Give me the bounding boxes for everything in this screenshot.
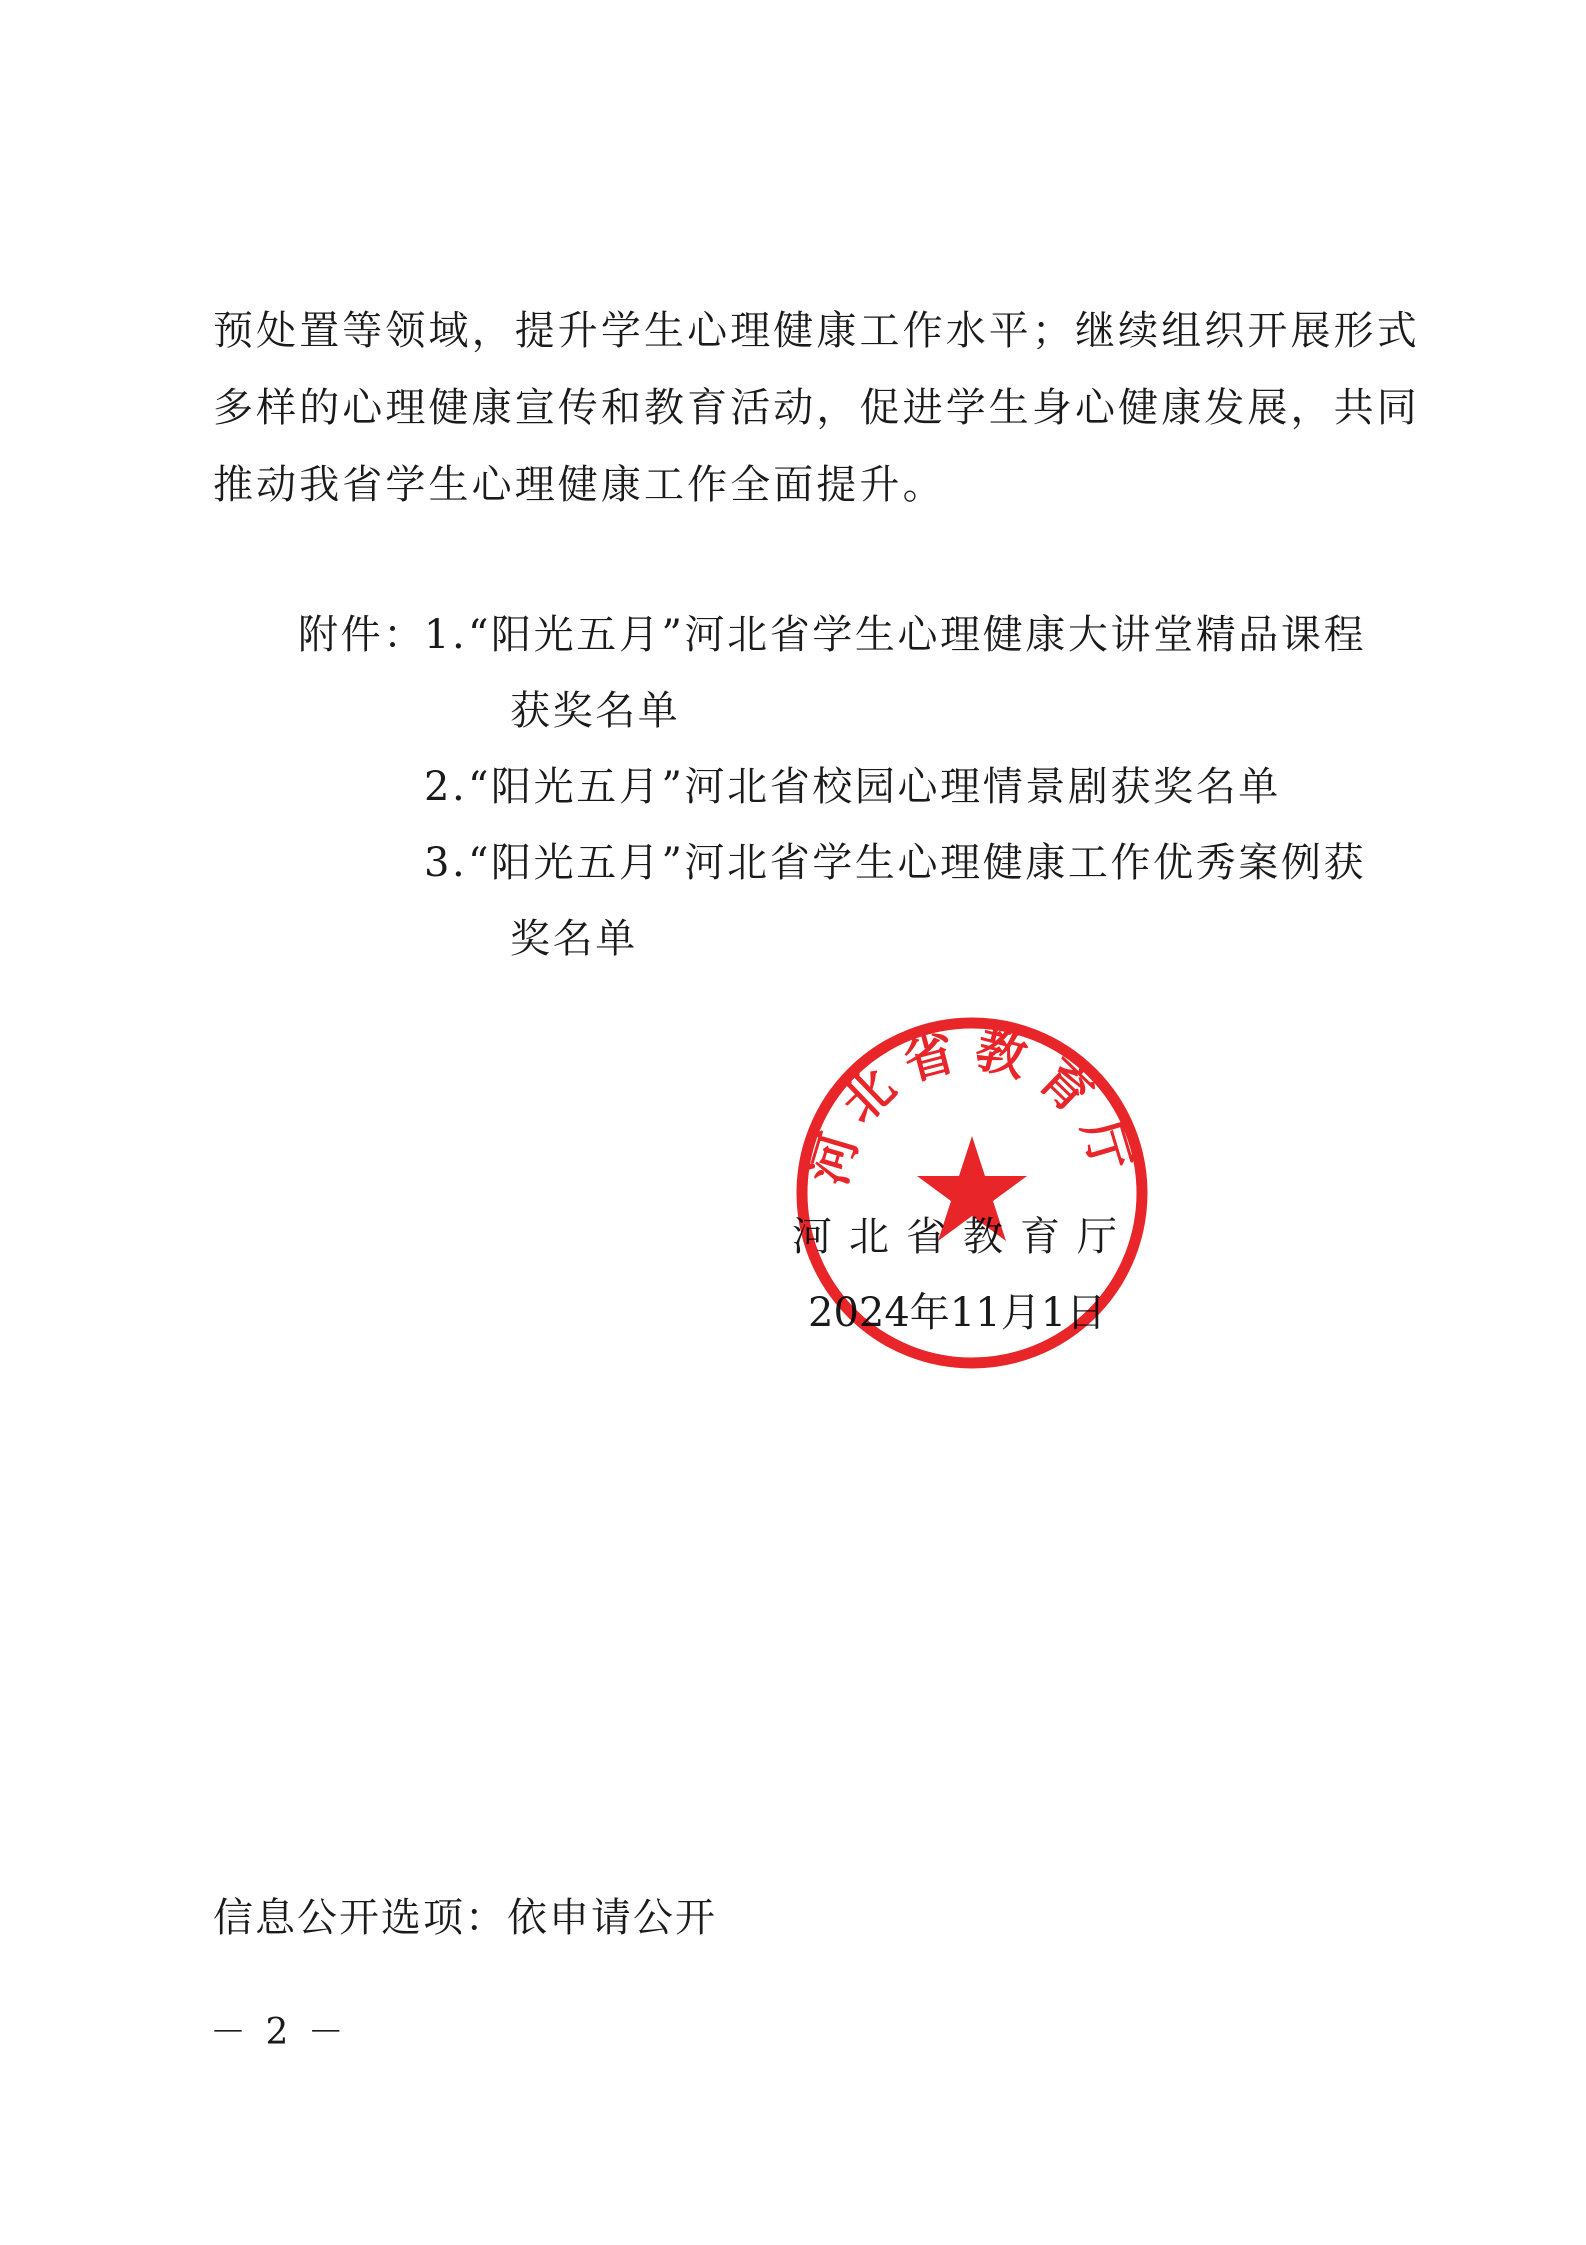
disclosure-option: 信息公开选项：依申请公开 (213, 1895, 717, 1941)
official-seal (787, 1008, 1157, 1378)
body-text-line: 多样的心理健康宣传和教育活动，促进学生身心健康发展，共同 (213, 385, 1420, 431)
attachment-title: “阳光五月”河北省学生心理健康工作优秀案例获 (468, 840, 1367, 886)
attachment-title-continued: 奖名单 (510, 916, 638, 962)
signature-organization: 河北省教育厅 (792, 1214, 1134, 1260)
attachment-number: 2. (424, 764, 468, 810)
body-text-line: 推动我省学生心理健康工作全面提升。 (213, 462, 946, 508)
attachment-title: “阳光五月”河北省校园心理情景剧获奖名单 (468, 764, 1281, 810)
seal-text: 河北省教育厅 (798, 1019, 1146, 1192)
attachment-title: “阳光五月”河北省学生心理健康大讲堂精品课程 (468, 612, 1367, 658)
attachment-title-continued: 获奖名单 (510, 688, 681, 734)
attachment-label: 附件： (298, 612, 426, 658)
attachment-number: 3. (424, 840, 468, 886)
signature-date: 2024年11月1日 (808, 1290, 1107, 1336)
attachment-number: 1. (424, 612, 468, 658)
body-text-line: 预处置等领域，提升学生心理健康工作水平；继续组织开展形式 (213, 308, 1420, 354)
page-number: － 2 － (210, 2012, 348, 2053)
red-star-icon (917, 1136, 1027, 1241)
